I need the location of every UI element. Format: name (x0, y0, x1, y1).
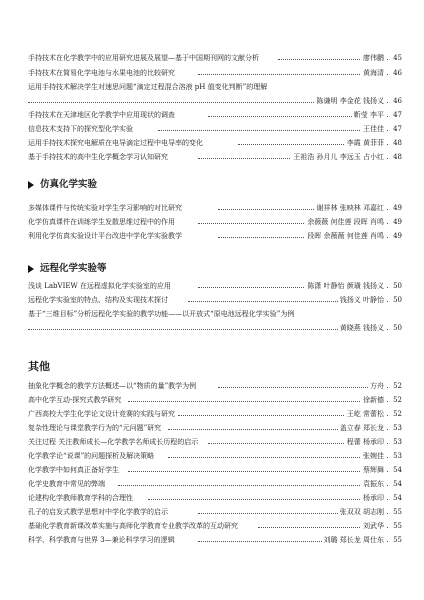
entry-title: 基础化学教育新课改革实施与高师化学教育专业教学改革的互动研究 (28, 522, 238, 530)
entry-title: 多媒体课件与传统实验对学生学习影响的对比研究 (28, 204, 182, 212)
entry-title: 手持技术在化学教学中的应用研究进展及展望—基于中国期刊网的文献分析 (28, 54, 259, 62)
toc-entry[interactable] (28, 479, 402, 489)
entry-authors: 钱扬义 叶静怡 (339, 296, 384, 304)
entry-page: 53 (393, 452, 402, 460)
toc-entry[interactable] (28, 395, 402, 405)
entry-authors: 杨承印 (363, 494, 384, 502)
leader-dots (158, 130, 388, 131)
entry-authors: 刘璐 郑长龙 周仕东 (323, 536, 384, 544)
entry-authors: 陈潇 叶静怡 颜璜 钱扬义 (307, 282, 384, 290)
entry-authors: 谢祥林 张映林 邓嘉红 (316, 204, 384, 212)
toc-entry-continued[interactable] (28, 323, 402, 333)
toc-entry[interactable] (28, 68, 402, 78)
entry-title: 化学教学论“说课”的问题探析及解决策略 (28, 452, 155, 460)
section-bullet-icon (28, 265, 34, 273)
toc-entry[interactable] (28, 423, 402, 433)
entry-title: 运用手持技术探究电解质在电导滴定过程中电导率的变化 (28, 139, 203, 147)
entry-authors: 蔡辉舞 (363, 466, 384, 474)
leader-dots (118, 485, 388, 486)
entry-title: 化学仿真课件在训练学生发散思维过程中的作用 (28, 218, 175, 226)
toc-entry[interactable] (28, 82, 402, 92)
entry-page: 47 (393, 125, 402, 133)
toc-entry[interactable] (28, 309, 402, 319)
entry-authors: 徐新德 (363, 396, 384, 404)
entry-authors: 张婉佳 (363, 452, 384, 460)
entry-page: 53 (393, 424, 402, 432)
leader-dots (168, 457, 388, 458)
entry-page: 49 (393, 218, 402, 226)
entry-authors: 廖伟鹏 (363, 54, 384, 62)
entry-page: 55 (393, 536, 402, 544)
entry-page: 50 (393, 324, 402, 332)
entry-title: 手持技术在简易化学电池与水果电池的比较研究 (28, 69, 175, 77)
entry-authors: 盖立春 郑长龙 (339, 424, 384, 432)
entry-title: 基于“三维目标”分析远程化学实验的教学功能——以开放式“原电池远程化学实验”为例 (28, 310, 295, 318)
entry-authors: 王佳佳 (363, 125, 384, 133)
entry-authors: 陈谦明 李金花 钱扬义 (316, 97, 384, 105)
entry-title: 手持技术在天津地区化学教学中应用现状的调查 (28, 111, 175, 119)
entry-authors: 袁振东 (363, 480, 384, 488)
entry-page: 53 (393, 438, 402, 446)
entry-page: 54 (393, 494, 402, 502)
leader-dots (128, 471, 388, 472)
entry-title: 浅谈 LabVIEW 在远程虚拟化学实验室的应用 (28, 282, 171, 290)
entry-page: 48 (393, 139, 402, 147)
entry-page: 49 (393, 204, 402, 212)
leader-dots (28, 329, 388, 330)
section-heading-sim: 仿真化学实验 (40, 179, 98, 190)
entry-authors: 段晖 余薇薇 何佳莲 肖鸣 (307, 232, 384, 240)
entry-authors: 刘武华 (363, 522, 384, 530)
toc-entry[interactable] (28, 152, 402, 162)
toc-entry[interactable] (28, 231, 402, 241)
entry-page: 50 (393, 296, 402, 304)
toc-entry[interactable] (28, 521, 402, 531)
toc-entry-continued[interactable] (28, 96, 402, 106)
entry-page: 55 (393, 522, 402, 530)
toc-entry[interactable] (28, 138, 402, 148)
entry-page: 49 (393, 232, 402, 240)
toc-entry[interactable] (28, 124, 402, 134)
entry-page: 45 (393, 54, 402, 62)
entry-title: 复杂性理论与课堂教学行为的“元问题”研究 (28, 424, 162, 432)
entry-page: 52 (393, 410, 402, 418)
entry-title: 广西高校大学生化学论文设计竞赛的实践与研究 (28, 410, 175, 418)
section-heading-other: 其他 (28, 360, 50, 373)
entry-page: 47 (393, 111, 402, 119)
entry-authors: 王屹 常蕾松 (346, 410, 384, 418)
entry-title: 孔子的启发式教学思想对中学化学教学的启示 (28, 508, 168, 516)
entry-page: 54 (393, 466, 402, 474)
entry-authors: 余薇薇 何佳莲 段晖 肖鸣 (307, 218, 384, 226)
toc-entry[interactable] (28, 110, 402, 120)
entry-authors: 李霞 黄菲菲 (346, 139, 384, 147)
entry-authors: 方舟 (370, 382, 384, 390)
section-bullet-icon (28, 181, 34, 189)
entry-title: 利用化学仿真实验设计平台改进中学化学实验教学 (28, 232, 182, 240)
entry-authors: 程蕾 杨承印 (346, 438, 384, 446)
entry-authors: 王祖浩 孙月儿 李远玉 占小红 (293, 153, 384, 161)
entry-page: 48 (393, 153, 402, 161)
toc-entry[interactable] (28, 409, 402, 419)
entry-page: 52 (393, 396, 402, 404)
entry-title: 论建构化学教师教育学科的合理性 (28, 494, 133, 502)
entry-authors: 黄海清 (363, 69, 384, 77)
toc-entry[interactable] (28, 217, 402, 227)
toc-entry[interactable] (28, 203, 402, 213)
leader-dots (198, 74, 388, 75)
entry-title: 抽象化学概念的教学方法概述—以“物质的量”教学为例 (28, 382, 197, 390)
entry-page: 55 (393, 508, 402, 516)
section-heading-remote: 远程化学实验等 (40, 263, 107, 274)
toc-entry[interactable] (28, 507, 402, 517)
toc-entry[interactable] (28, 465, 402, 475)
toc-entry[interactable] (28, 535, 402, 545)
entry-authors: 张双双 胡志刚 (339, 508, 384, 516)
entry-title: 关注过程 关注教师成长—化学教学名师成长历程的启示 (28, 438, 199, 446)
entry-page: 52 (393, 382, 402, 390)
entry-title: 信息技术支持下的探究型化学实验 (28, 125, 133, 133)
entry-title: 运用手持技术解决学生对速思问题“滴定过程混合溶液 pH 值变化判断”的理解 (28, 83, 268, 91)
entry-title: 科学、科学教育与世界 3—兼论科学学习的逻辑 (28, 536, 175, 544)
entry-title: 化学史教育中常见的弊端 (28, 480, 105, 488)
entry-title: 化学教学中如何真正备好学生 (28, 466, 119, 474)
leader-dots (218, 387, 388, 388)
entry-authors: 黄晓燕 钱扬义 (339, 324, 384, 332)
entry-title: 高中化学互动-探究式教学研究 (28, 396, 122, 404)
toc-entry[interactable] (28, 53, 402, 63)
entry-page: 46 (393, 97, 402, 105)
toc-entry[interactable] (28, 381, 402, 391)
toc-entry[interactable] (28, 451, 402, 461)
toc-entry[interactable] (28, 295, 402, 305)
toc-entry[interactable] (28, 437, 402, 447)
entry-page: 54 (393, 480, 402, 488)
toc-entry[interactable] (28, 493, 402, 503)
entry-title: 远程化学实验室的特点、结构及实现技术探讨 (28, 296, 168, 304)
leader-dots (128, 401, 388, 402)
toc-entry[interactable] (28, 281, 402, 291)
leader-dots (148, 499, 388, 500)
entry-page: 46 (393, 69, 402, 77)
entry-title: 基于手持技术的高中生化学概念学习认知研究 (28, 153, 168, 161)
entry-page: 50 (393, 282, 402, 290)
entry-authors: 靳莹 李平 (353, 111, 384, 119)
